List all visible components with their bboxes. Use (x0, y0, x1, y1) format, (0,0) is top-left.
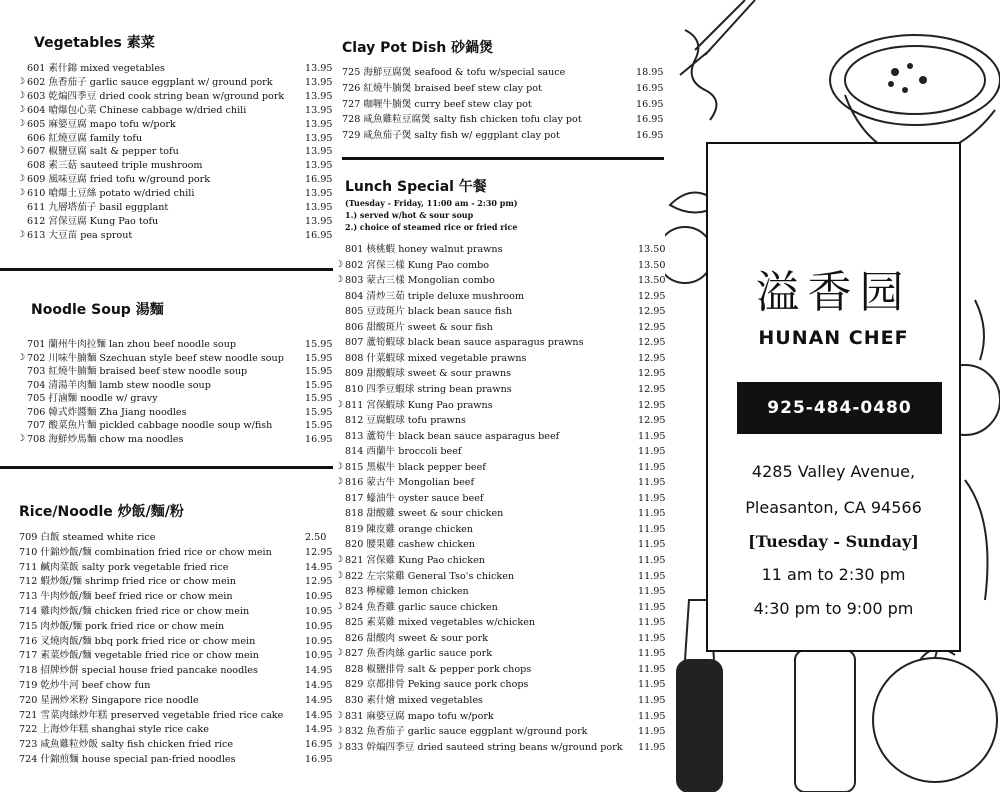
phone-number[interactable]: 925-484-0480 (737, 382, 942, 434)
pepper-icon: ☽ (17, 90, 26, 101)
menu-item-name: 817 蠔油牛 oyster sauce beef (345, 492, 484, 504)
menu-item-price: 14.95 (305, 665, 333, 677)
divider (0, 466, 333, 469)
menu-item-price: 12.95 (638, 399, 666, 411)
menu-item (345, 445, 668, 458)
menu-item-price: 16.95 (305, 229, 333, 241)
menu-item-price: 13.95 (305, 202, 333, 213)
menu-item-name: 819 陳皮雞 orange chicken (345, 523, 473, 535)
menu-item-price: 14.95 (305, 709, 333, 721)
menu-item-price: 11.95 (638, 508, 666, 520)
menu-item-price: 11.95 (638, 710, 666, 722)
menu-item-price: 12.95 (638, 337, 666, 349)
pepper-icon: ☽ (17, 76, 26, 87)
lunch-title: Lunch Special 午餐 (345, 179, 487, 195)
menu-item-name: 709 白飯 steamed white rice (19, 532, 156, 543)
menu-item-price: 13.95 (305, 146, 333, 158)
menu-item-price: 11.95 (638, 663, 666, 675)
menu-item-name: 711 鹹肉菜飯 salty pork vegetable fried rice (19, 561, 229, 573)
menu-item-price: 11.95 (638, 461, 666, 473)
menu-item-price: 11.95 (638, 679, 666, 691)
menu-item-name: 812 豆腐蝦球 tofu prawns (345, 415, 466, 427)
menu-item-name: 721 雪菜肉絲炒年糕 preserved vegetable fried rice cake (19, 709, 284, 721)
pepper-icon: ☽ (335, 601, 344, 612)
menu-item (19, 561, 335, 574)
menu-item (17, 145, 335, 158)
menu-item (27, 215, 335, 228)
menu-item-price: 14.95 (305, 724, 333, 736)
menu-item-name: 722 上海炒年糕 shanghai style rice cake (19, 724, 209, 736)
menu-item-price: 11.95 (638, 632, 666, 644)
menu-item-name: 808 什菜蝦球 mixed vegetable prawns (345, 352, 527, 364)
menu-item-price: 11.95 (638, 648, 666, 660)
menu-item (342, 129, 666, 142)
menu-item-name: 815 黑椒牛 black pepper beef (345, 461, 486, 473)
menu-item-name: 601 素什錦 mixed vegetables (27, 63, 165, 74)
menu-item-price: 13.95 (305, 118, 333, 130)
menu-item-name: 604 嗆爆包心菜 Chinese cabbage w/dried chili (27, 104, 247, 116)
menu-item (335, 725, 668, 738)
menu-item-name: 806 甜酸斑片 sweet & sour fish (345, 321, 493, 333)
rice-noodle-title: Rice/Noodle 炒飯/麵/粉 (19, 504, 184, 520)
menu-item (19, 649, 335, 662)
menu-item (27, 132, 335, 145)
menu-item (17, 118, 335, 131)
pepper-icon: ☽ (335, 477, 344, 488)
menu-item (342, 82, 666, 95)
menu-item-price: 12.95 (638, 368, 666, 380)
menu-item (345, 538, 668, 551)
menu-item-price: 11.95 (638, 726, 666, 738)
menu-item (19, 620, 335, 633)
menu-item-price: 12.95 (305, 546, 333, 558)
menu-item (342, 66, 666, 79)
vegetables-title: Vegetables 素菜 (34, 35, 155, 51)
lunch-note: (Tuesday - Friday, 11:00 am - 2:30 pm) (345, 198, 518, 208)
menu-item (345, 523, 668, 536)
menu-item-price: 11.95 (638, 741, 666, 753)
menu-item-name: 606 紅燒豆腐 family tofu (27, 132, 143, 144)
menu-item-price: 10.95 (305, 635, 333, 647)
menu-item-price: 11.95 (638, 570, 666, 582)
pepper-icon: ☽ (17, 188, 26, 199)
menu-item (345, 352, 668, 365)
menu-item (345, 585, 668, 598)
menu-item-price: 15.95 (305, 339, 333, 350)
pepper-icon: ☽ (335, 726, 344, 737)
menu-item-price: 18.95 (636, 67, 664, 78)
menu-item (335, 461, 668, 474)
pepper-icon: ☽ (335, 555, 344, 565)
menu-item (19, 679, 335, 692)
logo-english: HUNAN CHEF (758, 327, 909, 349)
menu-item-price: 11.95 (638, 694, 666, 706)
menu-item-name: 607 椒鹽豆腐 salt & pepper tofu (27, 146, 179, 158)
menu-item (345, 414, 668, 427)
menu-item (27, 201, 335, 214)
menu-item-name: 613 大豆苗 pea sprout (27, 229, 133, 241)
pepper-icon: ☽ (17, 146, 26, 157)
menu-item-name: 716 叉燒肉飯/麵 bbq pork fried rice or chow mein (19, 635, 256, 647)
menu-item-name: 611 九層塔茄子 basil eggplant (27, 202, 169, 213)
menu-item-price: 16.95 (305, 433, 333, 445)
menu-item-name: 723 咸魚雞粒炒飯 salty fish chicken fried rice (19, 739, 234, 751)
menu-item (19, 753, 335, 766)
menu-item-price: 13.95 (305, 160, 333, 172)
menu-item-name: 801 核桃蝦 honey walnut prawns (345, 244, 503, 255)
menu-item-name: 809 甜酸蝦球 sweet & sour prawns (345, 368, 512, 380)
menu-item-price: 14.95 (305, 561, 333, 573)
menu-item-name: 802 宮保三樣 Kung Pao combo (345, 259, 490, 271)
menu-item-price: 15.95 (305, 420, 333, 431)
menu-item-price: 13.95 (305, 104, 333, 116)
menu-item (19, 738, 335, 751)
pepper-icon: ☽ (17, 118, 26, 129)
menu-item-price: 12.95 (638, 352, 666, 364)
menu-item-name: 816 蒙古牛 Mongolian beef (345, 477, 475, 489)
menu-item-price: 15.95 (305, 352, 333, 364)
menu-item-price: 2.50 (305, 532, 327, 543)
menu-item-name: 821 宮保雞 Kung Pao chicken (345, 555, 485, 566)
menu-item-name: 729 咸魚茄子煲 salty fish w/ eggplant clay pot (342, 130, 560, 142)
menu-item (27, 379, 335, 392)
menu-item (17, 173, 335, 186)
menu-item-name: 718 招牌炒餅 special house fried pancake noodles (19, 665, 258, 677)
noodle-soup-title: Noodle Soup 湯麵 (31, 302, 164, 318)
menu-item (27, 159, 335, 172)
menu-item-name: 702 川味牛腩麵 Szechuan style beef stew noodle soup (27, 352, 284, 364)
menu-item (27, 62, 335, 75)
menu-item-name: 710 什錦炒飯/麵 combination fried rice or chow mein (19, 546, 272, 558)
menu-item (335, 259, 668, 272)
menu-item (345, 336, 668, 349)
pepper-icon: ☽ (17, 104, 26, 115)
menu-item-price: 13.95 (305, 63, 333, 74)
menu-item-price: 16.95 (305, 739, 333, 751)
menu-item-price: 10.95 (305, 606, 333, 617)
menu-item-price: 11.95 (638, 617, 666, 629)
menu-item-name: 829 京都排骨 Peking sauce pork chops (345, 679, 529, 691)
menu-item-price: 13.95 (305, 76, 333, 88)
menu-item (17, 229, 335, 242)
menu-item (345, 305, 668, 318)
pepper-icon: ☽ (17, 174, 26, 185)
menu-item-price: 10.95 (305, 620, 333, 632)
menu-item-name: 826 甜酸肉 sweet & sour pork (345, 632, 489, 644)
menu-item-price: 11.95 (638, 446, 666, 458)
menu-item-name: 610 嗆爆土豆絲 potato w/dried chili (27, 188, 195, 200)
pepper-icon: ☽ (335, 741, 344, 752)
menu-item-price: 15.95 (305, 366, 333, 377)
menu-item (335, 476, 668, 489)
logo-chinese: 溢香园 (755, 267, 912, 318)
menu-item (27, 406, 335, 419)
menu-item (27, 365, 335, 378)
pepper-icon: ☽ (335, 710, 344, 721)
menu-item (17, 76, 335, 89)
menu-item-name: 708 海鮮炒馬麵 chow ma noodles (27, 433, 184, 445)
menu-item (345, 290, 668, 303)
menu-item (335, 554, 668, 567)
pepper-icon: ☽ (335, 570, 344, 581)
menu-item-name: 603 乾煸四季豆 dried cook string bean w/ground pork (27, 90, 285, 102)
menu-item-name: 609 風味豆腐 fried tofu w/ground pork (27, 174, 211, 186)
address-line-1: 4285 Valley Avenue, (751, 462, 916, 481)
menu-item-name: 612 宮保豆腐 Kung Pao tofu (27, 215, 159, 227)
menu-item-name: 704 清湯羊肉麵 lamb stew noodle soup (27, 379, 211, 391)
menu-item-price: 12.95 (638, 306, 666, 318)
menu-item-name: 820 腰果雞 cashew chicken (345, 539, 475, 551)
menu-item-name: 602 魚香茄子 garlic sauce eggplant w/ ground pork (27, 76, 273, 88)
menu-item-name: 830 素什燴 mixed vegetables (345, 694, 483, 706)
menu-item-name: 810 四季豆蝦球 string bean prawns (345, 383, 512, 395)
menu-item (19, 723, 335, 736)
menu-item-price: 13.50 (638, 259, 666, 271)
menu-item-name: 832 魚香茄子 garlic sauce eggplant w/ground pork (345, 726, 588, 738)
menu-item (345, 430, 668, 443)
menu-item-price: 11.95 (638, 586, 666, 598)
menu-item (17, 187, 335, 200)
menu-item (345, 243, 668, 256)
menu-item (335, 710, 668, 723)
menu-item (19, 575, 335, 588)
menu-item-price: 12.95 (305, 576, 333, 588)
menu-item (345, 367, 668, 380)
menu-item-price: 15.95 (305, 379, 333, 391)
menu-item (19, 709, 335, 722)
menu-item-name: 727 咖喱牛腩煲 curry beef stew clay pot (342, 98, 532, 110)
menu-item-price: 11.95 (638, 555, 666, 566)
menu-item (17, 433, 335, 446)
menu-item-price: 13.95 (305, 90, 333, 102)
menu-item-name: 813 蘆筍牛 black bean sauce asparagus beef (345, 430, 560, 442)
menu-item (345, 663, 668, 676)
menu-item-price: 11.95 (638, 523, 666, 535)
menu-item-name: 827 魚香肉絲 garlic sauce pork (345, 648, 493, 660)
menu-item-name: 823 檸檬雞 lemon chicken (345, 586, 469, 598)
menu-item (345, 694, 668, 707)
menu-item (19, 546, 335, 559)
pepper-icon: ☽ (335, 648, 344, 659)
menu-item-price: 11.95 (638, 492, 666, 504)
pepper-icon: ☽ (335, 399, 344, 410)
menu-item (335, 570, 668, 583)
menu-item-name: 706 韓式炸醬麵 Zha Jiang noodles (27, 406, 187, 418)
menu-item (345, 678, 668, 691)
hours-dinner: 4:30 pm to 9:00 pm (753, 599, 914, 618)
menu-item-price: 16.95 (636, 98, 664, 110)
menu-item-name: 822 左宗棠雞 General Tso's chicken (345, 570, 515, 582)
menu-item-name: 701 蘭州牛肉拉麵 lan zhou beef noodle soup (27, 339, 237, 350)
menu-item-price: 12.95 (638, 383, 666, 395)
menu-item-price: 11.95 (638, 430, 666, 442)
menu-item-price: 16.95 (636, 130, 664, 142)
divider (0, 268, 333, 271)
menu-item (17, 90, 335, 103)
menu-item-price: 10.95 (305, 650, 333, 662)
menu-item-name: 728 咸魚雞粒豆腐煲 salty fish chicken tofu clay pot (342, 114, 582, 126)
lunch-note: 2.) choice of steamed rice or fried rice (345, 222, 518, 232)
menu-item-price: 16.95 (636, 114, 664, 126)
menu-item (345, 492, 668, 505)
menu-item-price: 16.95 (305, 754, 333, 765)
menu-item (19, 664, 335, 677)
menu-item-name: 803 蒙古三樣 Mongolian combo (345, 275, 495, 287)
menu-item-name: 713 牛肉炒飯/麵 beef fried rice or chow mein (19, 591, 233, 603)
menu-item (17, 104, 335, 117)
menu-item-price: 13.50 (638, 275, 666, 287)
menu-item (345, 321, 668, 334)
pepper-icon: ☽ (17, 352, 26, 363)
menu-item-name: 712 蝦炒飯/麵 shrimp fried rice or chow mein (19, 576, 236, 588)
address-line-2: Pleasanton, CA 94566 (745, 498, 922, 517)
menu-item-name: 703 紅燒牛腩麵 braised beef stew noodle soup (27, 366, 248, 377)
menu-item-price: 12.95 (638, 415, 666, 427)
menu-item-price: 10.95 (305, 591, 333, 603)
menu-item-name: 824 魚香雞 garlic sauce chicken (345, 601, 498, 613)
menu-item-price: 13.50 (638, 244, 666, 255)
menu-item-name: 724 什錦煎麵 house special pan-fried noodles (19, 754, 236, 765)
menu-item-price: 16.95 (636, 82, 664, 94)
menu-item-name: 726 紅燒牛腩煲 braised beef stew clay pot (342, 82, 542, 94)
menu-item-name: 828 椒鹽排骨 salt & pepper pork chops (345, 663, 532, 675)
menu-item (342, 113, 666, 126)
menu-item (345, 616, 668, 629)
menu-item (19, 590, 335, 603)
menu-item (19, 531, 335, 544)
divider (342, 157, 664, 160)
menu-item-name: 720 星洲炒米粉 Singapore rice noodle (19, 694, 199, 706)
menu-item-name: 814 西蘭牛 broccoli beef (345, 446, 462, 458)
hours-lunch: 11 am to 2:30 pm (761, 565, 906, 584)
menu-item (335, 399, 668, 412)
clay-pot-title: Clay Pot Dish 砂鍋煲 (342, 40, 494, 56)
menu-item-price: 13.95 (305, 215, 333, 227)
menu-item (345, 632, 668, 645)
menu-item (17, 352, 335, 365)
menu-item-name: 719 乾炒牛河 beef chow fun (19, 680, 151, 691)
menu-item-price: 14.95 (305, 680, 333, 691)
pepper-icon: ☽ (335, 259, 344, 270)
menu-item-name: 717 素菜炒飯/麵 vegetable fried rice or chow mein (19, 650, 259, 662)
menu-item (19, 635, 335, 648)
menu-item-name: 714 雞肉炒飯/麵 chicken fried rice or chow mein (19, 606, 250, 617)
menu-item-price: 15.95 (305, 406, 333, 418)
menu-item-name: 804 清炒三茹 triple deluxe mushroom (345, 290, 525, 302)
menu-item-name: 715 肉炒飯/麵 pork fried rice or chow mein (19, 620, 225, 632)
menu-item-name: 825 素菜雞 mixed vegetables w/chicken (345, 617, 536, 629)
menu-item-name: 831 麻婆豆腐 mapo tofu w/pork (345, 710, 494, 722)
pepper-icon: ☽ (335, 275, 344, 286)
menu-item-price: 11.95 (638, 539, 666, 551)
menu-item (335, 647, 668, 660)
menu-item-price: 12.95 (638, 290, 666, 302)
info-card (706, 142, 961, 652)
menu-item-name: 705 打滷麵 noodle w/ gravy (27, 393, 158, 404)
menu-item-price: 11.95 (638, 477, 666, 489)
pepper-icon: ☽ (335, 461, 344, 472)
menu-item-price: 14.95 (305, 694, 333, 706)
menu-item-name: 707 酸菜魚片麵 pickled cabbage noodle soup w/fish (27, 420, 273, 431)
menu-item (345, 383, 668, 396)
menu-item-name: 833 幹煸四季豆 dried sauteed string beans w/ground pork (345, 741, 623, 753)
menu-item (27, 392, 335, 405)
menu-item (345, 507, 668, 520)
menu-item-price: 16.95 (305, 174, 333, 186)
menu-item-price: 13.95 (305, 188, 333, 200)
menu-item (335, 274, 668, 287)
menu-item-price: 11.95 (638, 601, 666, 613)
menu-item-price: 15.95 (305, 393, 333, 404)
open-days: [Tuesday - Sunday] (748, 532, 919, 551)
lunch-note: 1.) served w/hot & sour soup (345, 210, 474, 220)
menu-item (342, 98, 666, 111)
pepper-icon: ☽ (17, 433, 26, 444)
menu-item-name: 811 宮保蝦球 Kung Pao prawns (345, 399, 493, 411)
menu-item-name: 807 蘆筍蝦球 black bean sauce asparagus prawns (345, 337, 584, 349)
menu-item-name: 818 甜酸雞 sweet & sour chicken (345, 508, 504, 520)
menu-item-name: 608 素三菇 sauteed triple mushroom (27, 160, 203, 172)
menu-item-price: 13.95 (305, 132, 333, 144)
menu-item-name: 605 麻婆豆腐 mapo tofu w/pork (27, 118, 176, 130)
menu-item (335, 601, 668, 614)
menu-item-name: 725 海鮮豆腐煲 seafood & tofu w/special sauce (342, 67, 566, 78)
menu-item-price: 12.95 (638, 321, 666, 333)
menu-item (19, 605, 335, 618)
menu-item (335, 741, 668, 754)
menu-item (27, 419, 335, 432)
menu-item (27, 338, 335, 351)
menu-item-name: 805 豆豉斑片 black bean sauce fish (345, 306, 513, 318)
menu-item (19, 694, 335, 707)
pepper-icon: ☽ (17, 229, 26, 240)
